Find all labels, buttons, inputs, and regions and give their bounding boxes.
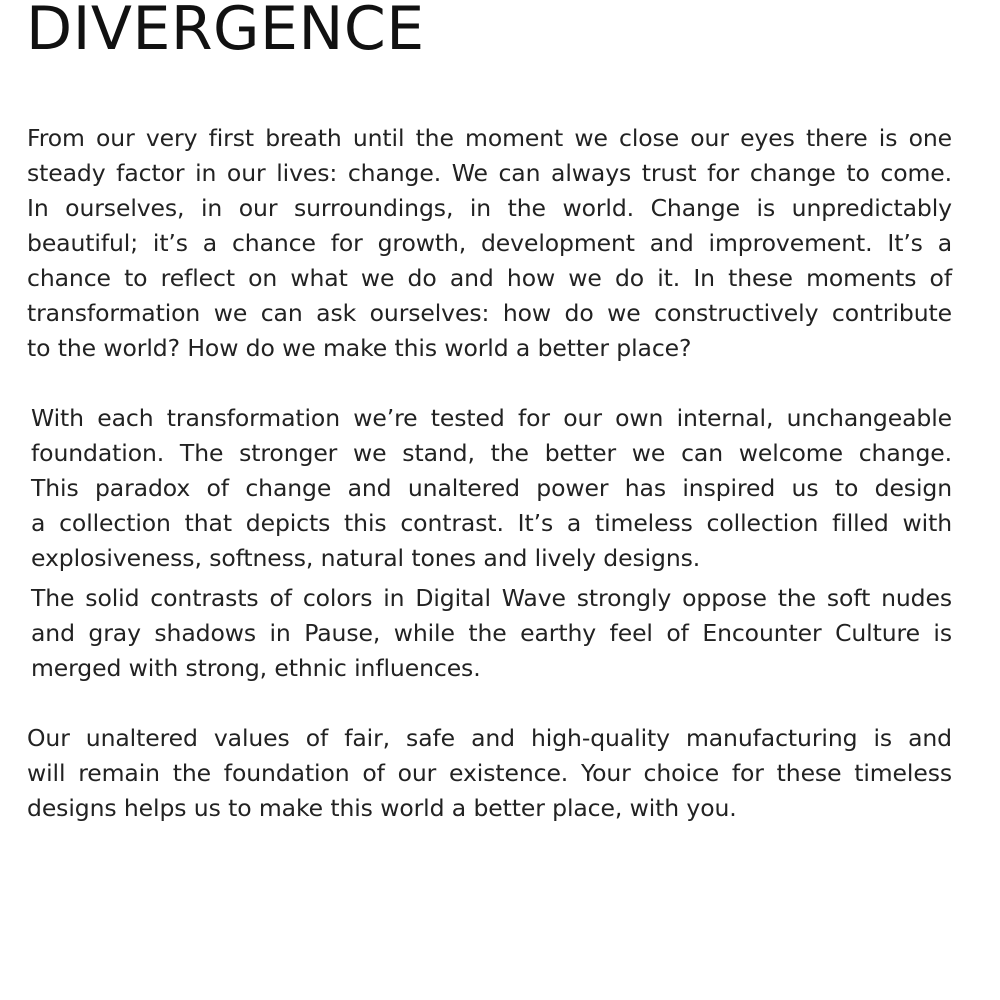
text-line: foundation. The stronger we stand, the better we can welcome change. bbox=[31, 439, 952, 467]
text-line: merged with strong, ethnic influences. bbox=[31, 654, 481, 682]
paragraph-transformation bbox=[31, 401, 952, 576]
text-line: chance to reflect on what we do and how we do it. In these moments of bbox=[27, 264, 952, 292]
page-title: DIVERGENCE bbox=[26, 0, 425, 64]
text-line: will remain the foundation of our existence. Your choice for these timeless bbox=[27, 759, 952, 787]
text-line: From our very first breath until the moment we close our eyes there is one bbox=[27, 124, 952, 152]
text-line: and gray shadows in Pause, while the earthy feel of Encounter Culture is bbox=[31, 619, 952, 647]
text-line: Our unaltered values of fair, safe and high-quality manufacturing is and bbox=[27, 724, 952, 752]
paragraph-collections bbox=[31, 581, 952, 686]
text-line: In ourselves, in our surroundings, in the world. Change is unpredictably bbox=[27, 194, 952, 222]
text-line: The solid contrasts of colors in Digital Wave strongly oppose the soft nudes bbox=[31, 584, 952, 612]
paragraph-values bbox=[27, 721, 952, 826]
text-line: beautiful; it’s a chance for growth, development and improvement. It’s a bbox=[27, 229, 952, 257]
text-line: designs helps us to make this world a better place, with you. bbox=[27, 794, 737, 822]
text-line: explosiveness, softness, natural tones and lively designs. bbox=[31, 544, 701, 572]
text-line: steady factor in our lives: change. We can always trust for change to come. bbox=[27, 159, 952, 187]
paragraph-change-intro bbox=[27, 121, 952, 366]
text-line: to the world? How do we make this world a better place? bbox=[27, 334, 692, 362]
text-line: With each transformation we’re tested for our own internal, unchangeable bbox=[31, 404, 952, 432]
text-line: a collection that depicts this contrast. It’s a timeless collection filled with bbox=[31, 509, 952, 537]
text-line: transformation we can ask ourselves: how do we constructively contribute bbox=[27, 299, 952, 327]
text-line: This paradox of change and unaltered power has inspired us to design bbox=[31, 474, 952, 502]
